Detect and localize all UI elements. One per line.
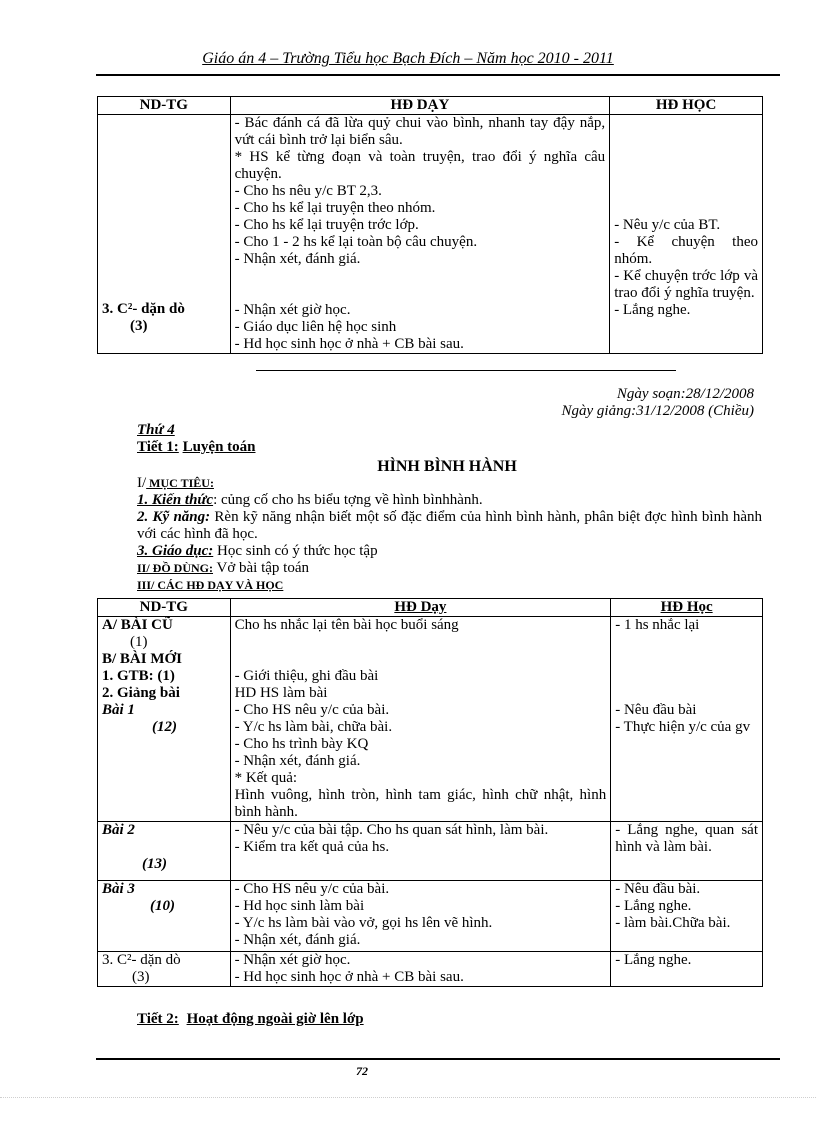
row-label: Bài 2: [102, 822, 135, 838]
row-label: A/ BÀI CŨ: [102, 617, 173, 633]
teach-line: - Y/c hs làm bài vào vở, gọi hs lên vẽ hình.: [234, 915, 493, 931]
table1-learn-line: - Nêu y/c của BT.: [614, 217, 721, 233]
teach-line: - Cho hs trình bày KQ: [234, 736, 369, 752]
table2-teach-cell: [230, 952, 611, 987]
table2-content-cell: [98, 952, 231, 987]
lesson-title: HÌNH BÌNH HÀNH: [377, 458, 517, 475]
teach-line: - Cho HS nêu y/c của bài.: [234, 881, 390, 897]
teach-line: - Nhận xét, đánh giá.: [234, 932, 361, 948]
lesson-table-main: [97, 598, 763, 987]
page-edge-dots: [0, 1097, 816, 1098]
table1-teach-line: - Cho hs kể lại truyện trớc lớp.: [234, 217, 419, 233]
table1-header-teach: HĐ DẠY: [230, 97, 610, 115]
table1-teach-line: - Cho hs kể lại truyện theo nhóm.: [234, 200, 436, 216]
table1-learn-line: - Kể chuyện theo nhóm.: [614, 234, 758, 267]
skill-text: Rèn kỹ năng nhận biết một số đặc điểm của hình bình hành, phân biệt đợc hình bình hành với các hình đã học.: [137, 509, 763, 542]
knowledge-text: : củng cố cho hs biểu tợng về hình bìnhhành.: [213, 492, 483, 508]
teach-line: - Hd học sinh học ở nhà + CB bài sau.: [234, 969, 464, 985]
teach-line: - Nêu y/c của bài tập. Cho hs quan sát hình, làm bài.: [234, 822, 549, 838]
table-row: [98, 617, 763, 822]
learn-line: - Lắng nghe.: [615, 952, 692, 968]
table2-learn-cell: [611, 822, 763, 881]
row-label: 2. Giảng bài: [102, 685, 180, 701]
objectives-heading: [137, 475, 762, 492]
teach-line: - Cho HS nêu y/c của bài.: [234, 702, 390, 718]
table2-header-content: ND-TG: [98, 599, 231, 617]
table2-content-cell: [98, 617, 231, 822]
tools: [137, 560, 762, 577]
teach-line: - Nhận xét giờ học.: [234, 952, 351, 968]
lesson-objectives: [137, 475, 762, 594]
learn-line: - Nêu đầu bài.: [615, 881, 701, 897]
objectives-title: MỤC TIÊU:: [146, 476, 214, 490]
teach-line: - Nhận xét, đánh giá.: [234, 753, 361, 769]
row-time: (3): [132, 969, 150, 985]
table2-learn-cell: [611, 881, 763, 952]
table1-header-content: ND-TG: [98, 97, 231, 115]
knowledge-label: 1. Kiến thức: [137, 492, 214, 508]
objective-knowledge: [137, 492, 762, 509]
row-time: (10): [150, 898, 175, 914]
section-divider: [256, 370, 676, 371]
lesson-period: [137, 439, 256, 456]
learn-line: - 1 hs nhắc lại: [615, 617, 700, 633]
skill-label: 2. Kỹ năng:: [137, 509, 211, 525]
period-name: Luyện toán: [182, 439, 256, 455]
table-row: [98, 881, 763, 952]
footer-rule: [96, 1058, 780, 1060]
period2-name: Hoạt động ngoài giờ lên lớp: [186, 1011, 364, 1027]
table2-learn-cell: [611, 952, 763, 987]
learn-line: - Nêu đầu bài: [615, 702, 697, 718]
table2-content-cell: [98, 881, 231, 952]
table1-learn-end: - Lắng nghe.: [614, 302, 691, 318]
row-label: 3. C²- dặn dò: [102, 952, 181, 968]
table1-header-learn: HĐ HỌC: [610, 97, 763, 115]
lesson-table-continued: [97, 96, 763, 354]
date-teach: Ngày giảng:31/12/2008 (Chiều): [561, 403, 754, 419]
table1-teach-line: - Cho 1 - 2 hs kể lại toàn bộ câu chuyện.: [234, 234, 478, 250]
table1-section-label: 3. C²- dặn dò: [102, 301, 185, 317]
table1-teach-line: - Cho hs nêu y/c BT 2,3.: [234, 183, 382, 199]
table1-teach-end-line: - Giáo dục liên hệ học sinh: [234, 319, 397, 335]
table1-content-cell: [98, 115, 231, 354]
objective-education: [137, 543, 762, 560]
page-number: 72: [356, 1064, 368, 1078]
table2-header-learn: HĐ Học: [611, 599, 763, 617]
row-time: (1): [130, 634, 148, 650]
table2-teach-cell: [230, 617, 611, 822]
education-label: 3. Giáo dục:: [137, 543, 214, 559]
table1-learn-line: - Kể chuyện trớc lớp và trao đổi ý nghĩa truyện.: [614, 268, 758, 301]
learn-line: - làm bài.Chữa bài.: [615, 915, 731, 931]
education-text: Học sinh có ý thức học tập: [213, 543, 378, 559]
teach-line: - Giới thiệu, ghi đầu bài: [234, 668, 379, 684]
tools-label: II/ ĐỒ DÙNG:: [137, 561, 214, 575]
row-time: (13): [142, 856, 167, 872]
objective-skill: [137, 509, 762, 543]
teach-line: - Y/c hs làm bài, chữa bài.: [234, 719, 393, 735]
table1-teach-line: - Bác đánh cá đã lừa quỷ chui vào bình, nhanh tay đậy nắp, vứt cái bình trở lại biển sâu.: [234, 115, 606, 148]
tools-text: Vở bài tập toán: [213, 560, 309, 576]
table1-section-time: (3): [130, 318, 148, 334]
row-label: Bài 3: [102, 881, 135, 897]
learn-line: - Lắng nghe.: [615, 898, 692, 914]
teach-line: - Hd học sinh làm bài: [234, 898, 365, 914]
teach-line: HD HS làm bài: [234, 685, 328, 701]
period-label: Tiết 1:: [137, 439, 179, 455]
learn-line: - Thực hiện y/c của gv: [615, 719, 751, 735]
row-time: (12): [152, 719, 177, 735]
row-label: B/ BÀI MỚI: [102, 651, 183, 667]
table-row: [98, 822, 763, 881]
table2-header-teach: HĐ Dạy: [230, 599, 611, 617]
table1-teach-line: * HS kể từng đoạn và toàn truyện, trao đổi ý nghĩa câu chuyện.: [234, 149, 606, 182]
row-label: Bài 1: [102, 702, 135, 718]
table1-teach-end-line: - Hd học sinh học ở nhà + CB bài sau.: [234, 336, 464, 352]
header-rule: [96, 74, 780, 76]
table1-teach-line: - Nhận xét, đánh giá.: [234, 251, 361, 267]
table2-content-cell: [98, 822, 231, 881]
page-header-title: Giáo án 4 – Trường Tiểu học Bạch Đích – Năm học 2010 - 2011: [202, 50, 614, 67]
teach-line: * Kết quả:: [234, 770, 298, 786]
table1-learn-cell: [610, 115, 763, 354]
table2-learn-cell: [611, 617, 763, 822]
table2-teach-cell: [230, 822, 611, 881]
teach-line: - Kiểm tra kết quả của hs.: [234, 839, 390, 855]
teach-line: Hình vuông, hình tròn, hình tam giác, hình chữ nhật, hình bình hành.: [234, 787, 607, 820]
table-row: [98, 952, 763, 987]
teach-line: Cho hs nhắc lại tên bài học buổi sáng: [234, 617, 459, 633]
objectives-prefix: I/: [137, 475, 147, 491]
activities-title: III/ CÁC HĐ DẠY VÀ HỌC: [137, 578, 284, 592]
period2-label: Tiết 2:: [137, 1011, 179, 1027]
lesson-day: Thứ 4: [137, 422, 175, 438]
learn-line: - Lắng nghe, quan sát hình và làm bài.: [615, 822, 758, 855]
table2-teach-cell: [230, 881, 611, 952]
row-label: 1. GTB: (1): [102, 668, 175, 684]
table1-teach-end-line: - Nhận xét giờ học.: [234, 302, 351, 318]
date-plan: Ngày soạn:28/12/2008: [616, 386, 754, 402]
period2-heading: [137, 1011, 364, 1028]
table1-teach-cell: [230, 115, 610, 354]
